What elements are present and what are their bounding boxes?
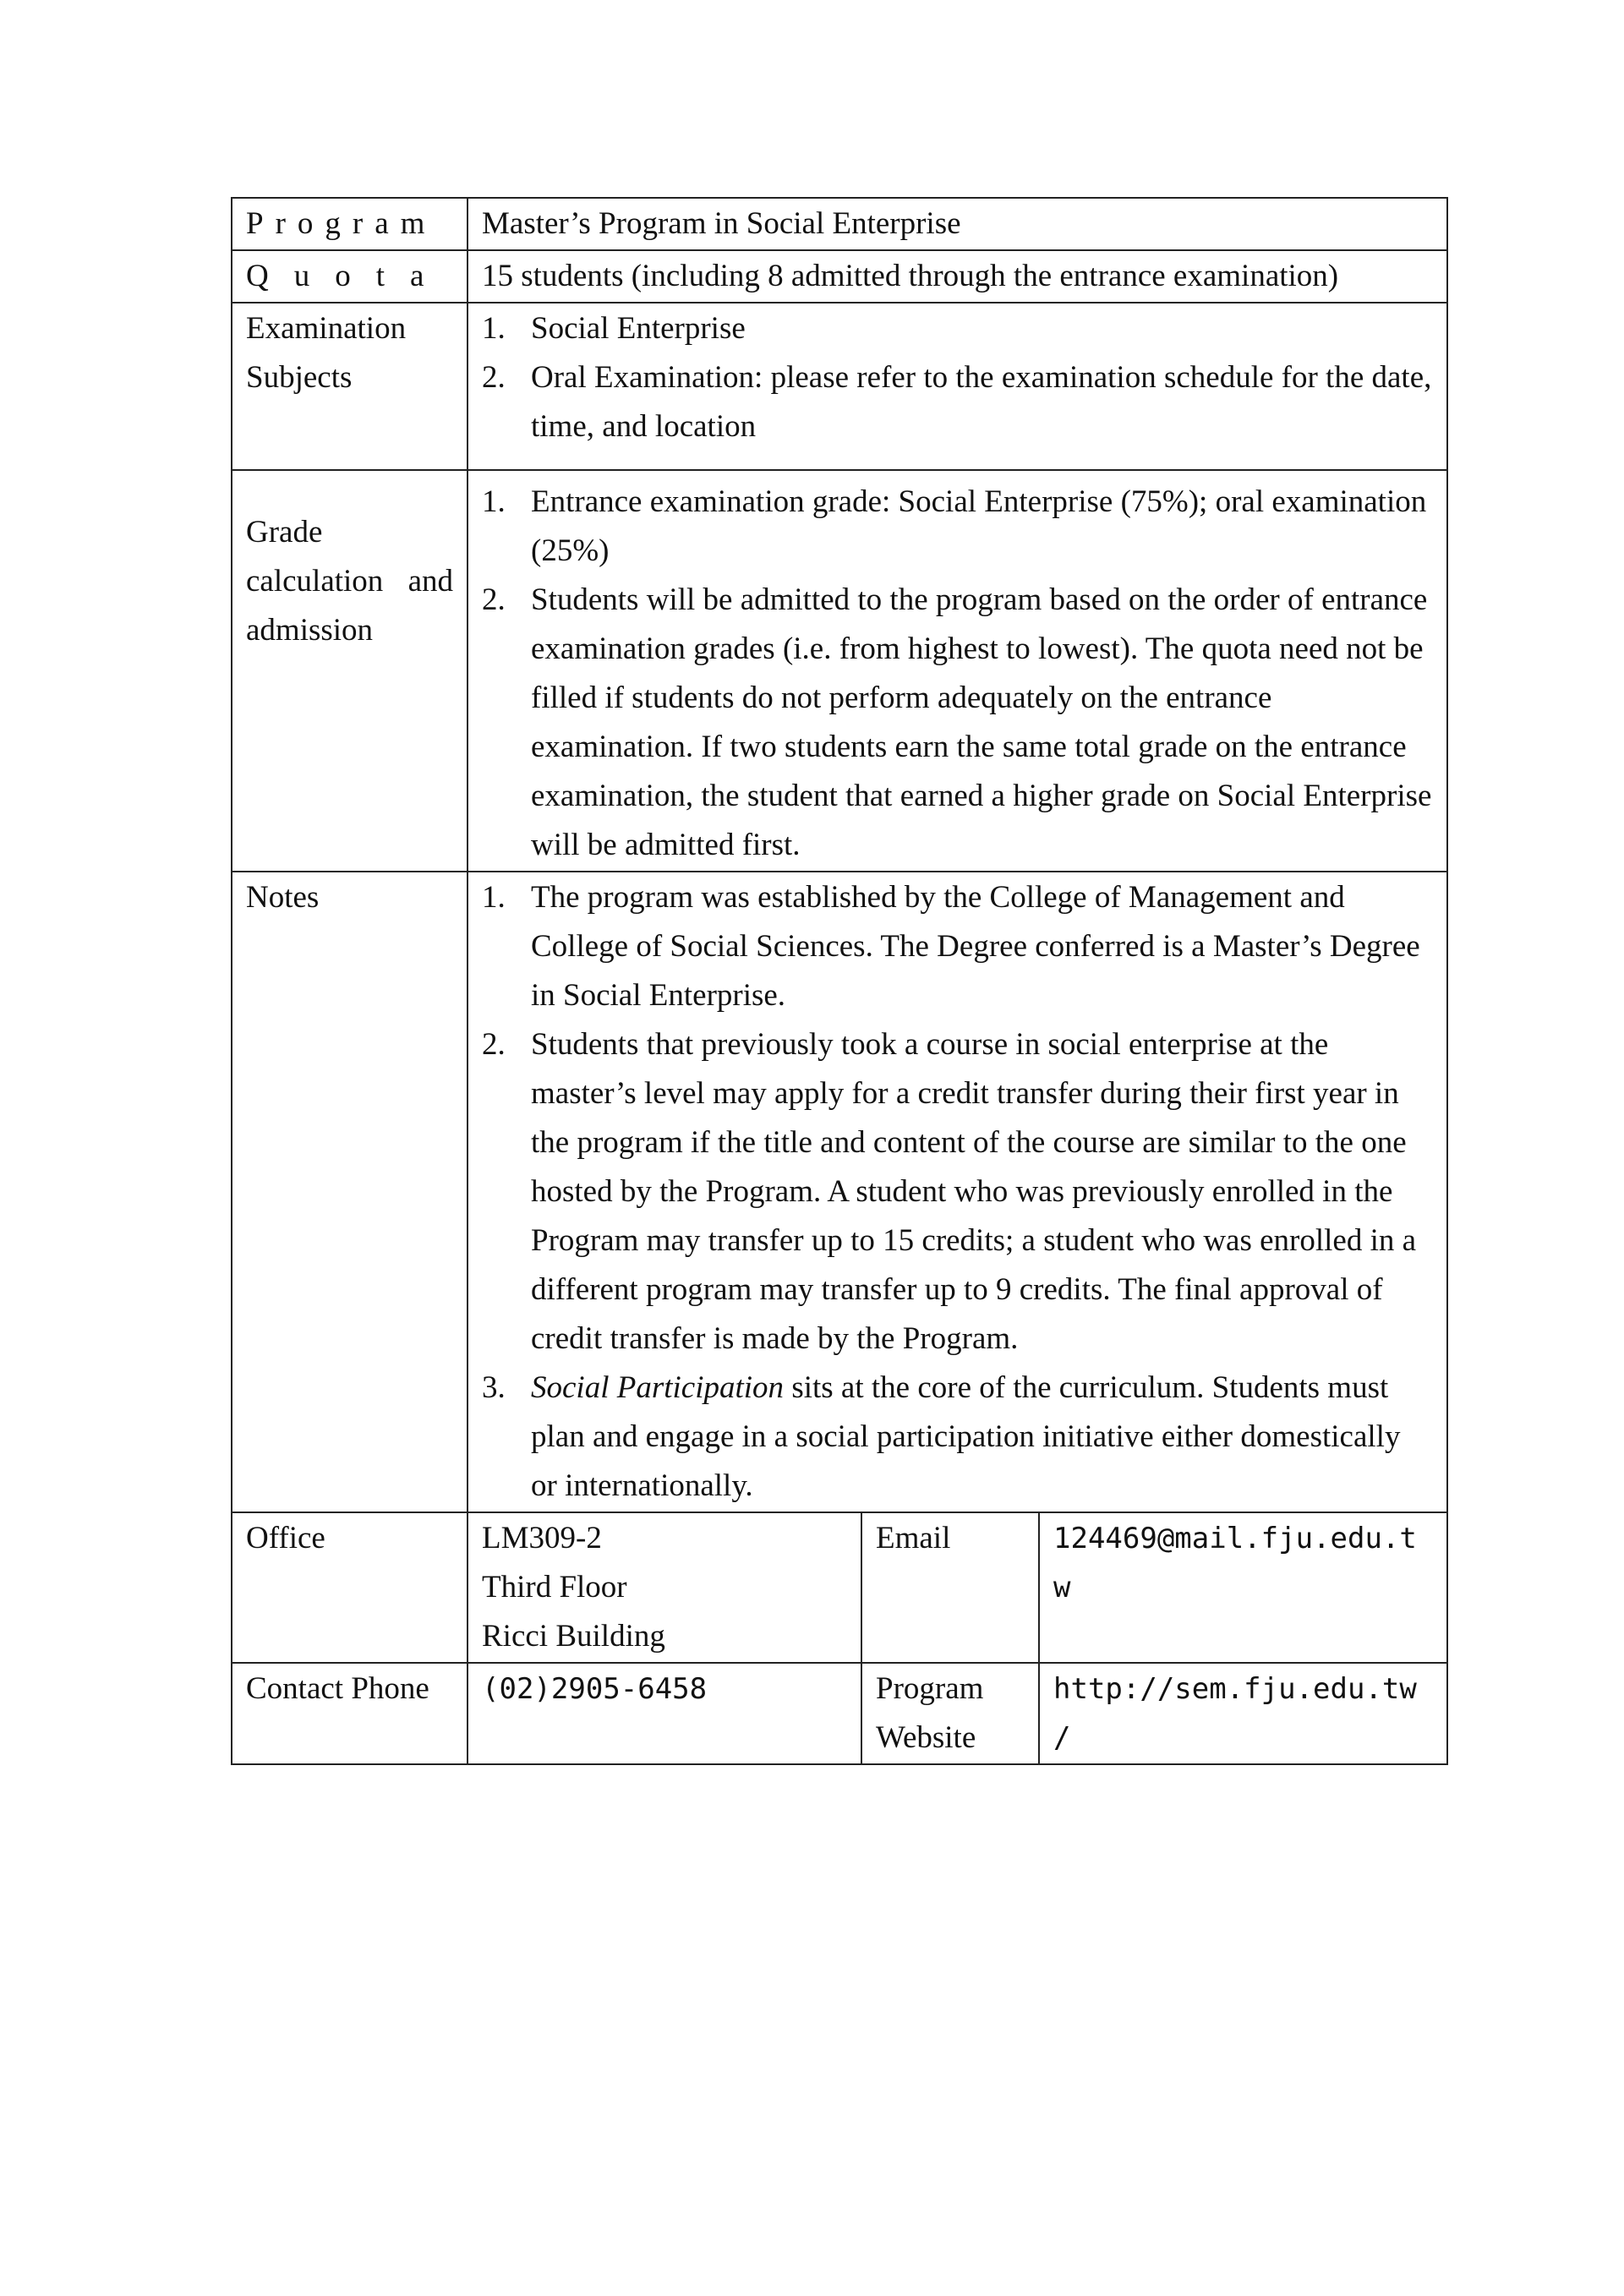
list-item: 1. The program was established by the College of Management and College of Social Sciences. The Degree conferred is a Master’s Degree in Social Enterprise.	[482, 880, 1420, 1013]
program-website-label: Program Website	[861, 1663, 1039, 1764]
program-value: Master’s Program in Social Enterprise	[468, 198, 1447, 250]
contact-phone-label: Contact Phone	[232, 1663, 468, 1764]
list-item: 1. Entrance examination grade: Social Enterprise (75%); oral examination (25%)	[482, 484, 1427, 568]
office-room: LM309-2	[482, 1521, 602, 1555]
grade-label-line2: calculation and	[246, 564, 453, 599]
notes-row	[232, 872, 1447, 1512]
office-value	[468, 1512, 861, 1663]
grade-label-line1: Grade	[246, 515, 323, 549]
grade-calculation-label	[232, 470, 468, 872]
office-building: Ricci Building	[482, 1619, 665, 1654]
quota-label: Quota	[232, 250, 468, 303]
notes-label: Notes	[232, 872, 468, 1512]
list-item: 1. Social Enterprise	[482, 311, 746, 346]
quota-value: 15 students (including 8 admitted through the entrance examination)	[468, 250, 1447, 303]
examination-subjects-label-line2: Subjects	[246, 360, 353, 395]
social-participation-emphasis: Social Participation	[531, 1370, 785, 1405]
grade-label-line3: admission	[246, 613, 374, 648]
email-label: Email	[861, 1512, 1039, 1663]
quota-row	[232, 250, 1447, 303]
list-item: 2. Students will be admitted to the program based on the order of entrance examination grades (i.e. from highest to lowest). The quota need not be filled if students do not perform adequately on the entrance examination. If two students earn the same total grade on the entrance examination, the student that earned a higher grade on Social Enterprise will be admitted first.	[482, 582, 1432, 862]
office-floor: Third Floor	[482, 1570, 627, 1604]
admission-info-table	[231, 197, 1448, 1765]
program-row	[232, 198, 1447, 250]
grade-calculation-row	[232, 470, 1447, 872]
list-item: 2. Students that previously took a course in social enterprise at the master’s level may apply for a credit transfer during their first year in the program if the title and content of the course are similar to the one hosted by the Program. A student who was previously enrolled in the Program may transfer up to 15 credits; a student who was enrolled in a different program may transfer up to 9 credits. The final approval of credit transfer is made by the Program.	[482, 1027, 1417, 1356]
examination-subjects-list	[468, 303, 1447, 470]
contact-phone-value: (02)2905-6458	[468, 1663, 861, 1764]
office-label: Office	[232, 1512, 468, 1663]
program-label: Program	[232, 198, 468, 250]
examination-subjects-label	[232, 303, 468, 470]
grade-calculation-list	[468, 470, 1447, 872]
program-website-link[interactable]: http://sem.fju.edu.tw/	[1039, 1663, 1447, 1764]
examination-subjects-row	[232, 303, 1447, 470]
notes-list	[468, 872, 1447, 1512]
list-item: 3. Social Participation sits at the core of the curriculum. Students must plan and engage in a social participation initiative either domestically or internationally.	[482, 1370, 1401, 1503]
contact-row	[232, 1663, 1447, 1764]
email-value[interactable]: 124469@mail.fju.edu.tw	[1039, 1512, 1447, 1663]
list-item: 2. Oral Examination: please refer to the examination schedule for the date, time, and location	[482, 360, 1432, 444]
office-row	[232, 1512, 1447, 1663]
examination-subjects-label-line1: Examination	[246, 311, 407, 346]
